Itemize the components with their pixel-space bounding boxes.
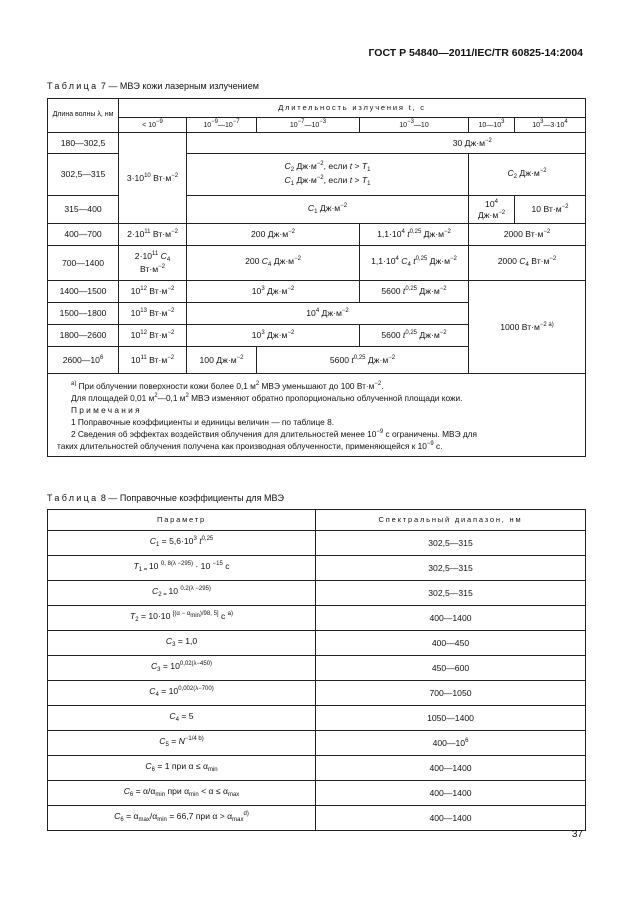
doc-header: ГОСТ Р 54840—2011/IEC/TR 60825-14:2004 [368, 47, 583, 59]
table7-caption: Таблица 7 — МВЭ кожи лазерным излучением [47, 81, 259, 91]
row-wave: 315—400 [48, 196, 119, 224]
table8-col-param: Параметр [48, 510, 316, 531]
row-wave: 302,5—315 [48, 154, 119, 196]
table7-notes: $^{а)}$ При облучении поверхности кожи более 0,1 $м^2$ МВЭ уменьшают до 100 $Вт\cdot м^{-2}$. Для площадей 0,01 $м^2—0,1$ $м^2$ МВЭ изменяют обратно пропорционально облученной площади кожи. Примечания 1 Поправочные коэффициенты и единицы величин — по таблице 8. 2 Сведения об эффектах воздействия облучения для длительностей менее $10^{-9}$ с ограничены. МВЭ для таких длительностей облучения получена как производная облученности, применяющейся к $10^{-9}$ с. [48, 374, 586, 457]
row-wave: 2600—10 [62, 354, 100, 365]
row-wave: 400—700 [48, 224, 119, 246]
head-duration: Длительность излучения t, с [119, 99, 586, 118]
note-1: 1 Поправочные коэффициенты и единицы величин — по таблице 8. [71, 417, 335, 428]
table8-col-range: Спектральный диапазон, нм [316, 510, 586, 531]
page-number: 37 [571, 829, 583, 840]
row-wave: 1800—2600 [48, 325, 119, 347]
row-wave: 1400—1500 [48, 281, 119, 303]
row-wave: 1500—1800 [48, 303, 119, 325]
notes-title: Примечания [71, 405, 142, 416]
row-wave: 700—1400 [48, 246, 119, 281]
head-wave: Длина волны λ, нм [48, 99, 119, 133]
table8: Параметр Спектральный диапазон, нм $C_1 = 5,6\cdot 10^3$ $t^{0,25}$ 302,5—315 $T_{1 =}$ 10 $^{0, 8(\lambda -295)}$ · 10 $^{-15}$ с 302,5—315 $C_{2 =}$ 10 $^{0.2(\lambda -295)}$ 302,5—315 $T_2 = 10\cdot 10$ [(α − αmin)/98, 5] с $^{a)}$ 400—1400 $C_3 = 1,0$ 400—450 $C_3 = 10^{0,02(\lambda-450)}$ 450—600 $C_4 = 10^{0,002(\lambda-700)}$ 700—1050 $C_4 = 5$ 1050—1400 $C_5 = N^{-1/4 b)}$ $400—10^6$ $C_6 = 1$ при $\alpha \le \alpha_{min}$ 400—1400 $C_6 = \alpha/\alpha_{min}$ при $\alpha_{min} < \alpha \le \alpha_{max}$ 400—1400 $C_6 = \alpha_{max}/\alpha_{min} = 66,7$ при $\alpha > \alpha_{max}^{d)}$ 400—1400 [47, 509, 586, 831]
table8-caption: Таблица 8 — Поправочные коэффициенты для МВЭ [47, 493, 284, 503]
row-wave: 180—302,5 [48, 133, 119, 154]
table7: Длина волны λ, нм Длительность излучения t, с < $10^{-9}$ $10^{-9}—10^{-7}$ $10^{-7}—10^{-3}$ $10^{-3}—10$ $10—10^3$ $10^3—3\cdot 10^4$ 180—302,5 $3\cdot 10^{10}$ $Вт\cdot м^{-2}$ 30 $Дж\cdot м^{-2}$ 302,5—315 $C_2$ $Дж\cdot м^{-2}$, если $t > T_1$ $C_1$ $Дж\cdot м^{-2}$, если $t > T_1$ $C_2$ $Дж\cdot м^{-2}$ 315—400 $C_1$ $Дж\cdot м^{-2}$ $10^4$ $Дж\cdot м^{-2}$ 10 $Вт\cdot м^{-2}$ 400—700 $2\cdot 10^{11}$ $Вт\cdot м^{-2}$ 200 $Дж\cdot м^{-2}$ $1,1\cdot 10^4$ $t^{0,25}$ $Дж\cdot м^{-2}$ 2000 $Вт\cdot м^{-2}$ 700—1400 $2\cdot 10^{11}$ $C_4$ $Вт\cdot м^{-2}$ 200 $C_4$ $Дж\cdot м^{-2}$ $1,1\cdot 10^4$ $C_4$ $t^{0,25}$ $Дж\cdot м^{-2}$ 2000 $C_4$ $Вт\cdot м^{-2}$ 1400—1500 $10^{12}$ $Вт\cdot м^{-2}$ $10^3$ $Дж\cdot м^{-2}$ 5600 $t^{0,25}$ $Дж\cdot м^{-2}$ 1000 $Вт\cdot м^{-2 а)}$ 1500—1800 $10^{13}$ $Вт\cdot м^{-2}$ $10^4$ $Дж\cdot м^{-2}$ 1800—2600 $10^{12}$ $Вт\cdot м^{-2}$ $10^3$ $Дж\cdot м^{-2}$ 5600 $t^{0,25}$ $Дж\cdot м^{-2}$ $2600—10^6$ $10^{11}$ $Вт\cdot м^{-2}$ 100 $Дж\cdot м^{-2}$ 5600 $t^{0,25}$ $Дж\cdot м^{-2}$ $^{а)}$ При облучении поверхности кожи более 0,1 $м^2$ МВЭ уменьшают до 100 $Вт\cdot м^{-2}$. Для площадей 0,01 $м^2—0,1$ $м^2$ МВЭ изменяют обратно пропорционально облученной площади кожи. Примечания 1 Поправочные коэффициенты и единицы величин — по таблице 8. 2 Сведения об эффектах воздействия облучения для длительностей менее $10^{-9}$ с ограничены. МВЭ для таких длительностей облучения получена как производная облученности, применяющейся к $10^{-9}$ с. [47, 98, 586, 457]
